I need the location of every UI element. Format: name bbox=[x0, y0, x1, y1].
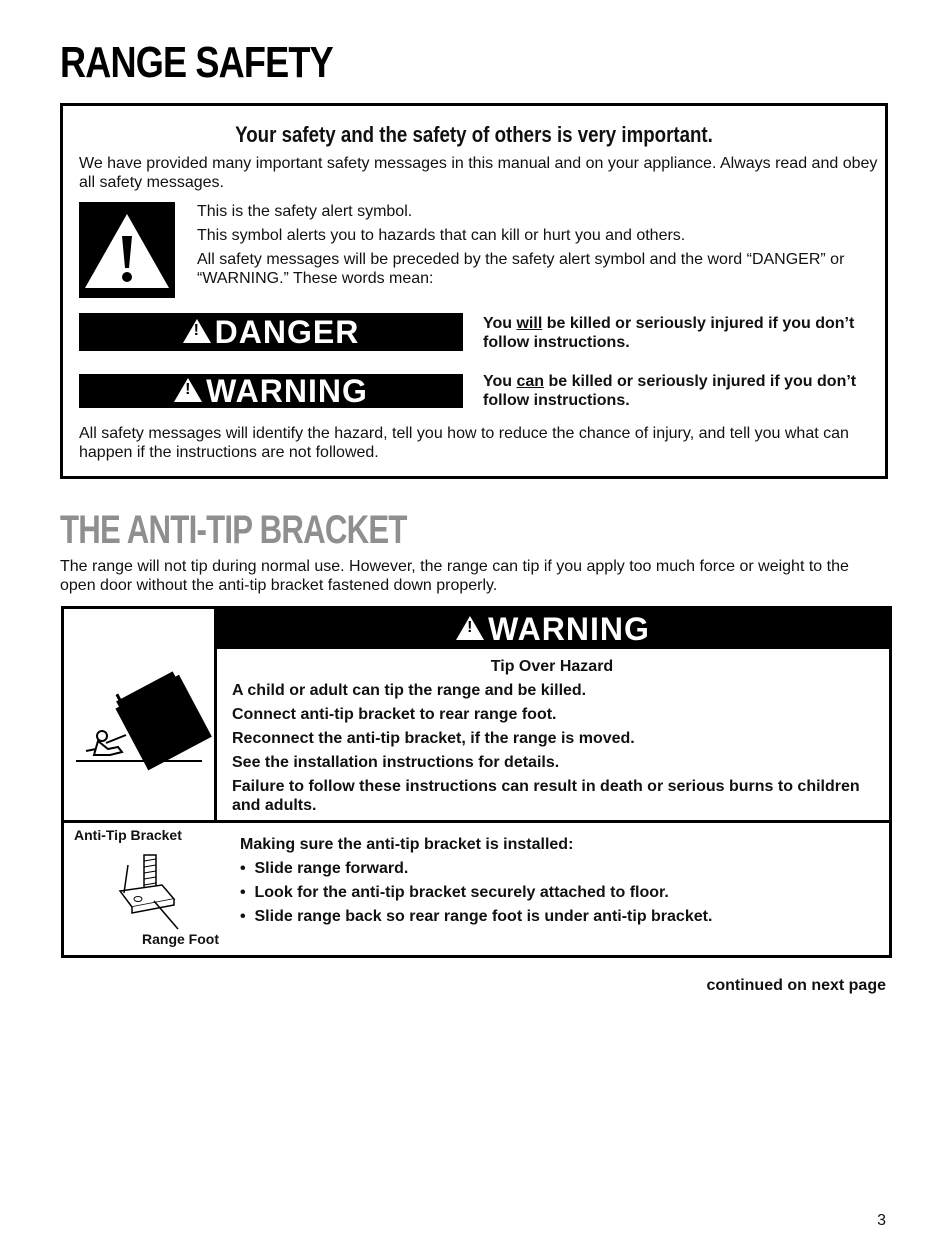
alert-line: All safety messages will be preceded by the safety alert symbol and the word “DANGER” or “WARNING.” These words mean: bbox=[197, 251, 845, 287]
safety-box bbox=[60, 103, 888, 479]
danger-meaning: You will be killed or seriously injured if you don’t follow instructions. bbox=[483, 315, 855, 351]
hazard-line: Reconnect the anti-tip bracket, if the range is moved. bbox=[232, 730, 635, 747]
tip-over-illustration bbox=[64, 609, 217, 820]
hazard-line: Failure to follow these instructions can result in death or serious burns to children and adults. bbox=[232, 778, 860, 814]
anti-tip-warning-box bbox=[61, 606, 892, 958]
alert-line: This symbol alerts you to hazards that can kill or hurt you and others. bbox=[197, 227, 686, 244]
divider bbox=[64, 820, 889, 823]
danger-banner bbox=[79, 313, 463, 351]
warning-triangle-icon bbox=[174, 378, 202, 402]
list-item: • Look for the anti-tip bracket securely attached to floor. bbox=[240, 884, 669, 901]
install-check bbox=[240, 835, 860, 931]
list-item: • Slide range back so rear range foot is under anti-tip bracket. bbox=[240, 908, 713, 925]
page-title: RANGE SAFETY bbox=[60, 38, 333, 87]
warning-triangle-icon bbox=[183, 319, 211, 343]
hazard-line: A child or adult can tip the range and be killed. bbox=[232, 682, 587, 699]
hazard-line: Connect anti-tip bracket to rear range foot. bbox=[232, 706, 557, 723]
alert-line: This is the safety alert symbol. bbox=[197, 203, 413, 220]
safety-heading: Your safety and the safety of others is very important. bbox=[235, 122, 713, 147]
anti-tip-bracket-illustration bbox=[104, 845, 214, 940]
list-item: • Slide range forward. bbox=[240, 860, 409, 877]
warning-label: WARNING bbox=[206, 372, 368, 409]
warning-banner bbox=[79, 374, 463, 408]
hazard-title: Tip Over Hazard bbox=[490, 658, 614, 675]
warning-banner bbox=[217, 609, 889, 649]
foot-label: Range Foot bbox=[142, 931, 219, 947]
safety-outro: All safety messages will identify the hazard, tell you how to reduce the chance of injury, and tell you what can happen if the instructions are not followed. bbox=[79, 425, 849, 461]
safety-intro: We have provided many important safety messages in this manual and on your appliance. Always read and obey all safety messages. bbox=[79, 155, 878, 191]
anti-tip-intro: The range will not tip during normal use. However, the range can tip if you apply too much force or weight to the open door without the anti-tip bracket fastened down properly. bbox=[60, 558, 849, 594]
bracket-label: Anti-Tip Bracket bbox=[74, 827, 182, 843]
safety-alert-icon bbox=[79, 202, 175, 298]
hazard-text bbox=[232, 657, 872, 820]
alert-description bbox=[197, 202, 877, 293]
danger-label: DANGER bbox=[214, 313, 360, 350]
page-number: 3 bbox=[877, 1212, 886, 1229]
warning-label: WARNING bbox=[488, 610, 650, 647]
hazard-line: See the installation instructions for details. bbox=[232, 754, 560, 771]
continued-note: continued on next page bbox=[706, 977, 886, 994]
check-title: Making sure the anti-tip bracket is installed: bbox=[240, 836, 574, 853]
warning-triangle-icon bbox=[456, 616, 484, 640]
warning-meaning: You can be killed or seriously injured if you don’t follow instructions. bbox=[483, 373, 857, 409]
section-heading: THE ANTI-TIP BRACKET bbox=[60, 508, 407, 552]
